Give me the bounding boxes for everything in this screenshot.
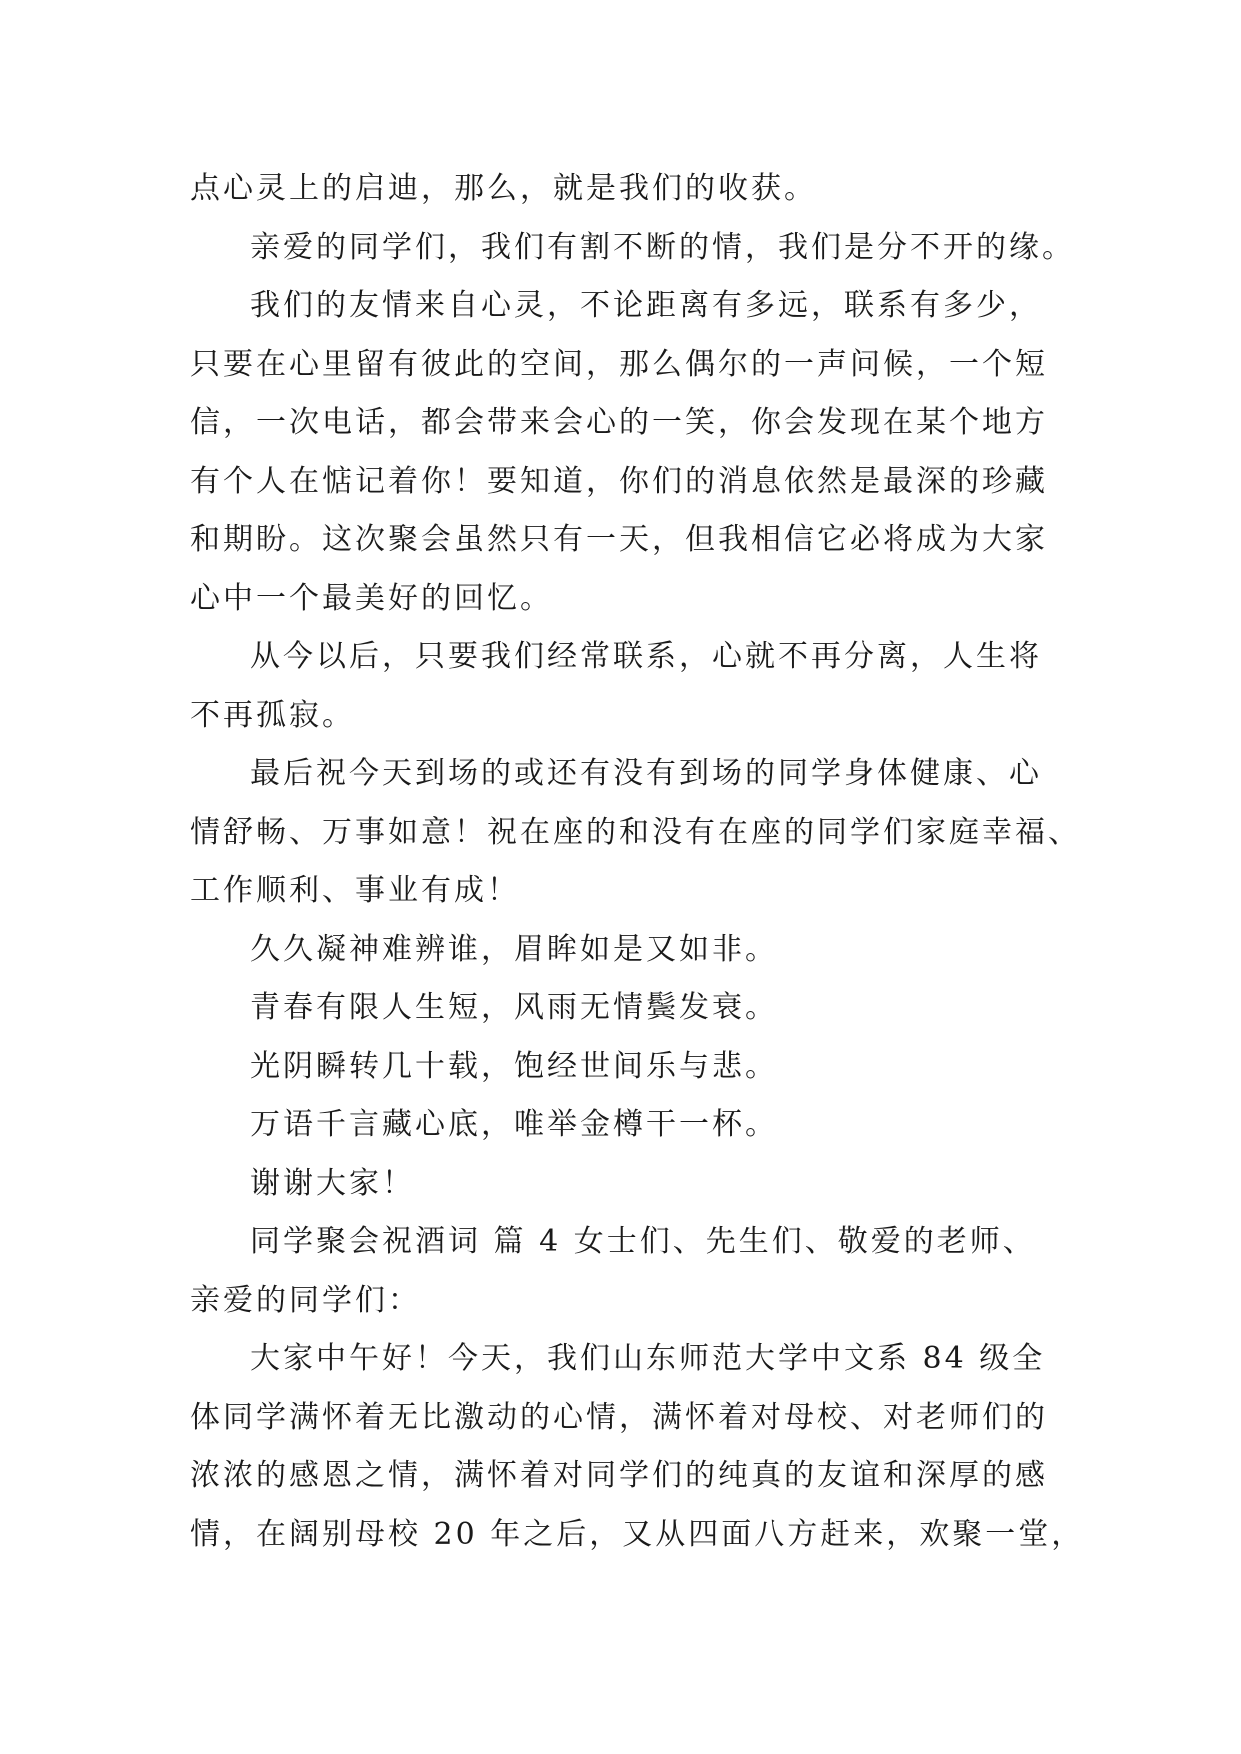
- text-line: 心中一个最美好的回忆。: [190, 580, 553, 616]
- text-line: 只要在心里留有彼此的空间，那么偶尔的一声问候，一个短: [190, 346, 1048, 382]
- section-heading-paragraph-cont: [190, 1272, 1052, 1331]
- text-line: 谢谢大家！: [250, 1165, 415, 1201]
- text-line: 最后祝今天到场的或还有没有到场的同学身体健康、心: [250, 756, 1042, 791]
- paragraph-2: [190, 219, 1075, 278]
- paragraph-5: [190, 745, 1052, 804]
- poem-line-4: [190, 1096, 1052, 1155]
- poem-line-3: [190, 1038, 1052, 1097]
- text-line: 信，一次电话，都会带来会心的一笑，你会发现在某个地方: [190, 405, 1048, 440]
- text-line: 从今以后，只要我们经常联系，心就不再分离，人生将: [250, 639, 1042, 674]
- text-line: 青春有限人生短，风雨无情鬓发衰。: [250, 990, 778, 1025]
- text-line: 浓浓的感恩之情，满怀着对同学们的纯真的友谊和深厚的感: [190, 1458, 1048, 1493]
- paragraph-greeting: [190, 1330, 1052, 1389]
- document-body: [190, 160, 1085, 1564]
- paragraph-4: [190, 628, 1052, 687]
- paragraph-4-cont: [190, 687, 1052, 746]
- text-line: 光阴瞬转几十载，饱经世间乐与悲。: [250, 1048, 778, 1084]
- text-line: 有个人在惦记着你！要知道，你们的消息依然是最深的珍藏: [190, 463, 1048, 499]
- text-line: 不再孤寂。: [190, 697, 355, 733]
- paragraph-3: [190, 277, 1052, 336]
- text-line: 大家中午好！今天，我们山东师范大学中文系 84 级全: [250, 1341, 1046, 1376]
- paragraph-greeting-cont: [190, 1389, 1085, 1565]
- text-line: 同学聚会祝酒词 篇 4 女士们、先生们、敬爱的老师、: [250, 1224, 1036, 1259]
- text-line: 和期盼。这次聚会虽然只有一天，但我相信它必将成为大家: [190, 522, 1048, 557]
- text-line: 亲爱的同学们，我们有割不断的情，我们是分不开的缘。: [250, 229, 1075, 265]
- poem-line-2: [190, 979, 1052, 1038]
- text-line: 我们的友情来自心灵，不论距离有多远，联系有多少，: [250, 288, 1042, 323]
- text-line: 久久凝神难辨谁，眉眸如是又如非。: [250, 931, 778, 967]
- text-line: 情，在阔别母校 20 年之后，又从四面八方赶来，欢聚一堂，: [190, 1516, 1085, 1552]
- poem-line-1: [190, 921, 1052, 980]
- paragraph-1: [190, 160, 1052, 219]
- closing-thanks: [190, 1155, 1052, 1214]
- paragraph-5-cont: [190, 804, 1081, 921]
- text-line: 亲爱的同学们：: [190, 1282, 421, 1318]
- text-line: 情舒畅、万事如意！祝在座的和没有在座的同学们家庭幸福、: [190, 814, 1081, 850]
- text-line: 体同学满怀着无比激动的心情，满怀着对母校、对老师们的: [190, 1399, 1048, 1435]
- text-line: 点心灵上的启迪，那么，就是我们的收获。: [190, 171, 817, 206]
- text-line: 工作顺利、事业有成！: [190, 873, 520, 908]
- text-line: 万语千言藏心底，唯举金樽干一杯。: [250, 1107, 778, 1142]
- section-heading-paragraph: [190, 1213, 1052, 1272]
- paragraph-3-cont: [190, 336, 1052, 629]
